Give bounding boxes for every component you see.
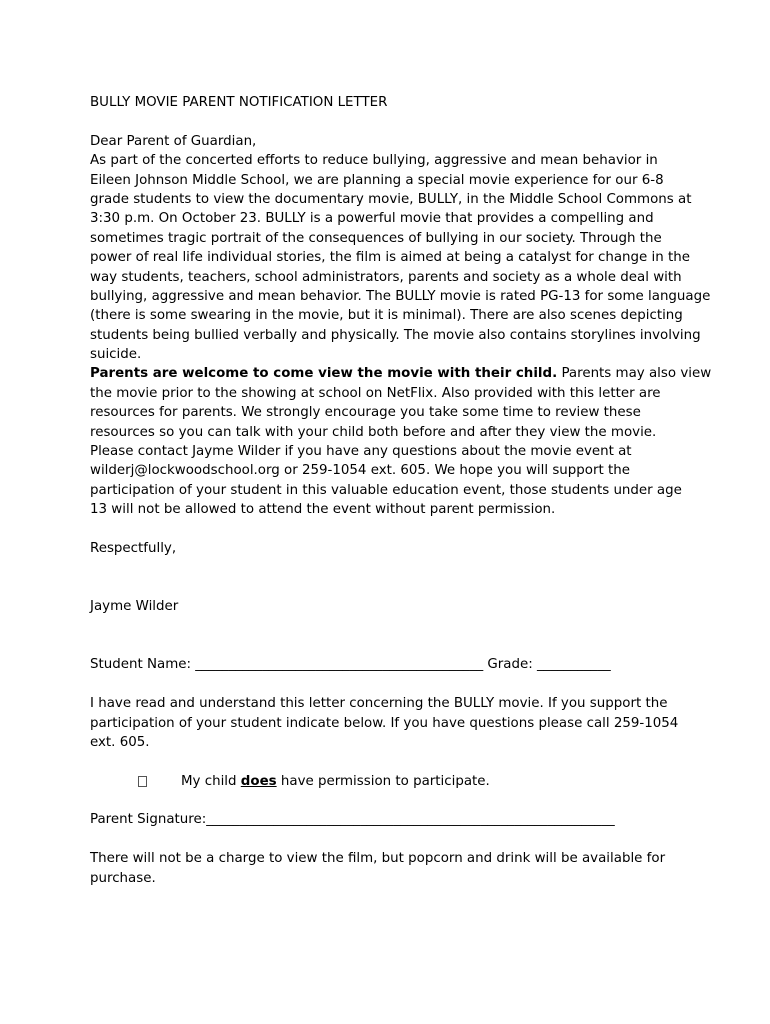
closing: Respectfully, (90, 540, 177, 556)
body-line: sometimes tragic portrait of the consequences of bullying in our society. Through the (90, 230, 662, 246)
acknowledgement-paragraph (90, 694, 710, 752)
body-text: Parents may also view (557, 366, 712, 382)
body-line: participation of your student in this valuable education event, those students under age (90, 482, 682, 498)
permission-text: My child (181, 773, 241, 789)
spacer (90, 617, 710, 656)
body-line: Eileen Johnson Middle School, we are planning a special movie experience for our 6-8 (90, 172, 664, 188)
parents-welcome-text: Parents are welcome to come view the movie with their child. (90, 366, 558, 382)
footer-paragraph (90, 849, 710, 888)
body-line: power of real life individual stories, the film is aimed at being a catalyst for change in the (90, 250, 690, 266)
body-line: Please contact Jayme Wilder if you have any questions about the movie event at (90, 444, 632, 460)
body-line: students being bullied verbally and physically. The movie also contains storylines involving (90, 327, 701, 343)
student-name-grade-field[interactable]: Student Name: ___________________________________________ Grade: ___________ (90, 657, 611, 673)
letter-title: BULLY MOVIE PARENT NOTIFICATION LETTER (90, 95, 388, 110)
body-line: ext. 605. (90, 734, 150, 750)
salutation: Dear Parent of Guardian, (90, 133, 257, 149)
body-line: the movie prior to the showing at school on NetFlix. Also provided with this letter are (90, 385, 661, 401)
spacer (90, 112, 710, 131)
permission-text: have permission to participate. (276, 773, 490, 789)
body-line: way students, teachers, school administrators, parents and society as a whole deal with (90, 269, 682, 285)
body-paragraph-1 (90, 151, 710, 364)
body-line: There will not be a charge to view the film, but popcorn and drink will be available for (90, 851, 666, 867)
permission-emphasis: does (240, 773, 277, 789)
spacer (90, 558, 710, 597)
spacer (90, 675, 710, 694)
body-line: 3:30 p.m. On October 23. BULLY is a powerful movie that provides a compelling and (90, 211, 654, 227)
body-line (90, 364, 710, 383)
spacer (90, 791, 710, 810)
letter-page (90, 93, 710, 888)
spacer (90, 752, 710, 771)
permission-checkbox[interactable] (138, 776, 147, 787)
body-paragraph-2 (90, 364, 710, 519)
body-line: 13 will not be allowed to attend the event without parent permission. (90, 502, 556, 518)
permission-row (90, 772, 710, 791)
body-line: suicide. (90, 347, 142, 363)
body-line: grade students to view the documentary movie, BULLY, in the Middle School Commons at (90, 191, 692, 207)
permission-label (181, 772, 490, 791)
body-line: resources so you can talk with your child both before and after they view the movie. (90, 424, 657, 440)
spacer (90, 520, 710, 539)
signer-name: Jayme Wilder (90, 599, 179, 615)
parent-signature-field[interactable]: Parent Signature:_____________________________________________________________ (90, 812, 615, 828)
body-line: (there is some swearing in the movie, but it is minimal). There are also scenes depicting (90, 308, 683, 324)
body-line: bullying, aggressive and mean behavior. The BULLY movie is rated PG-13 for some language (90, 288, 711, 304)
body-line: purchase. (90, 870, 156, 886)
body-line: resources for parents. We strongly encourage you take some time to review these (90, 405, 641, 421)
body-line: wilderj@lockwoodschool.org or 259-1054 ext. 605. We hope you will support the (90, 463, 630, 479)
spacer (90, 830, 710, 849)
body-line: I have read and understand this letter concerning the BULLY movie. If you support the (90, 696, 668, 712)
body-line: As part of the concerted efforts to reduce bullying, aggressive and mean behavior in (90, 153, 658, 169)
body-line: participation of your student indicate below. If you have questions please call 259-1054 (90, 715, 679, 731)
